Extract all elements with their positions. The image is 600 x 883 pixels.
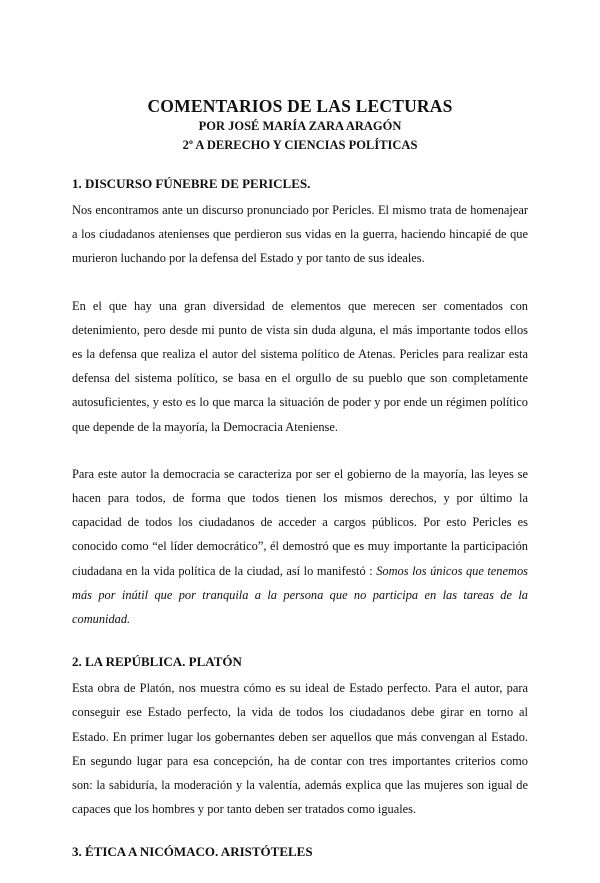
document-title: COMENTARIOS DE LAS LECTURAS — [147, 96, 453, 116]
title-block — [0, 96, 600, 155]
section-heading: 1. DISCURSO FÚNEBRE DE PERICLES. — [72, 176, 311, 191]
section-heading: 3. ÉTICA A NICÓMACO. ARISTÓTELES — [72, 844, 313, 860]
section-etica — [72, 842, 528, 862]
paragraph: En el que hay una gran diversidad de elementos que merecen ser comentados con detenimiento, pero desde mi punto de vista sin duda alguna, el más importante todos ellos es la defensa que realiza el autor del sistema político de Atenas. Pericles para realizar esta defensa del sistema político, se basa en el orgullo de su pueblo que son completamente autosuficientes, y esto es lo que marca la situación de poder y por ende un régimen político que depende de la mayoría, la Democracia Ateniense. — [72, 298, 528, 434]
paragraph-text: Para este autor la democracia se caracteriza por ser el gobierno de la mayoría, las leyes se hacen para todos, de forma que todos tienen los mismos derechos, y por último la capacidad de todos los ciudadanos de acceder a cargos públicos. Por esto Pericles es conocido como “el líder democrático”, él demostró que es muy importante la participación ciudadana en la vida política de la ciudad, así lo manifestó : — [72, 466, 528, 578]
section-republica — [72, 652, 528, 821]
pericles-quote: Somos los únicos que tenemos más por inútil que por tranquila a la persona que no participa en las tareas de la comunidad. — [72, 563, 528, 627]
section-heading: 2. LA REPÚBLICA. PLATÓN — [72, 654, 242, 670]
paragraph: Nos encontramos ante un discurso pronunciado por Pericles. El mismo trata de homenajear a los ciudadanos atenienses que perdieron sus vidas en la guerra, haciendo hincapié de que murieron luchando por la defensa del Estado y por tanto de sus ideales. — [72, 203, 528, 266]
author-line: POR JOSÉ MARÍA ZARA ARAGÓN — [198, 119, 402, 133]
section-pericles — [72, 174, 528, 631]
document-body — [72, 174, 528, 883]
course-line: 2º A DERECHO Y CIENCIAS POLÍTICAS — [182, 138, 418, 152]
paragraph-with-quote — [72, 462, 528, 631]
paragraph: Esta obra de Platón, nos muestra cómo es su ideal de Estado perfecto. Para el autor, para conseguir ese Estado perfecto, la vida de todos los ciudadanos debe girar en torno al Estado. En primer lugar los gobernantes deben ser aquellos que más convengan al Estado. En segundo lugar para esa concepción, ha de contar con tres importantes criterios como son: la sabiduría, la moderación y la valentía, además explica que las mujeres son igual de capaces que los hombres y por tanto deben ser tratados como iguales. — [72, 681, 528, 817]
